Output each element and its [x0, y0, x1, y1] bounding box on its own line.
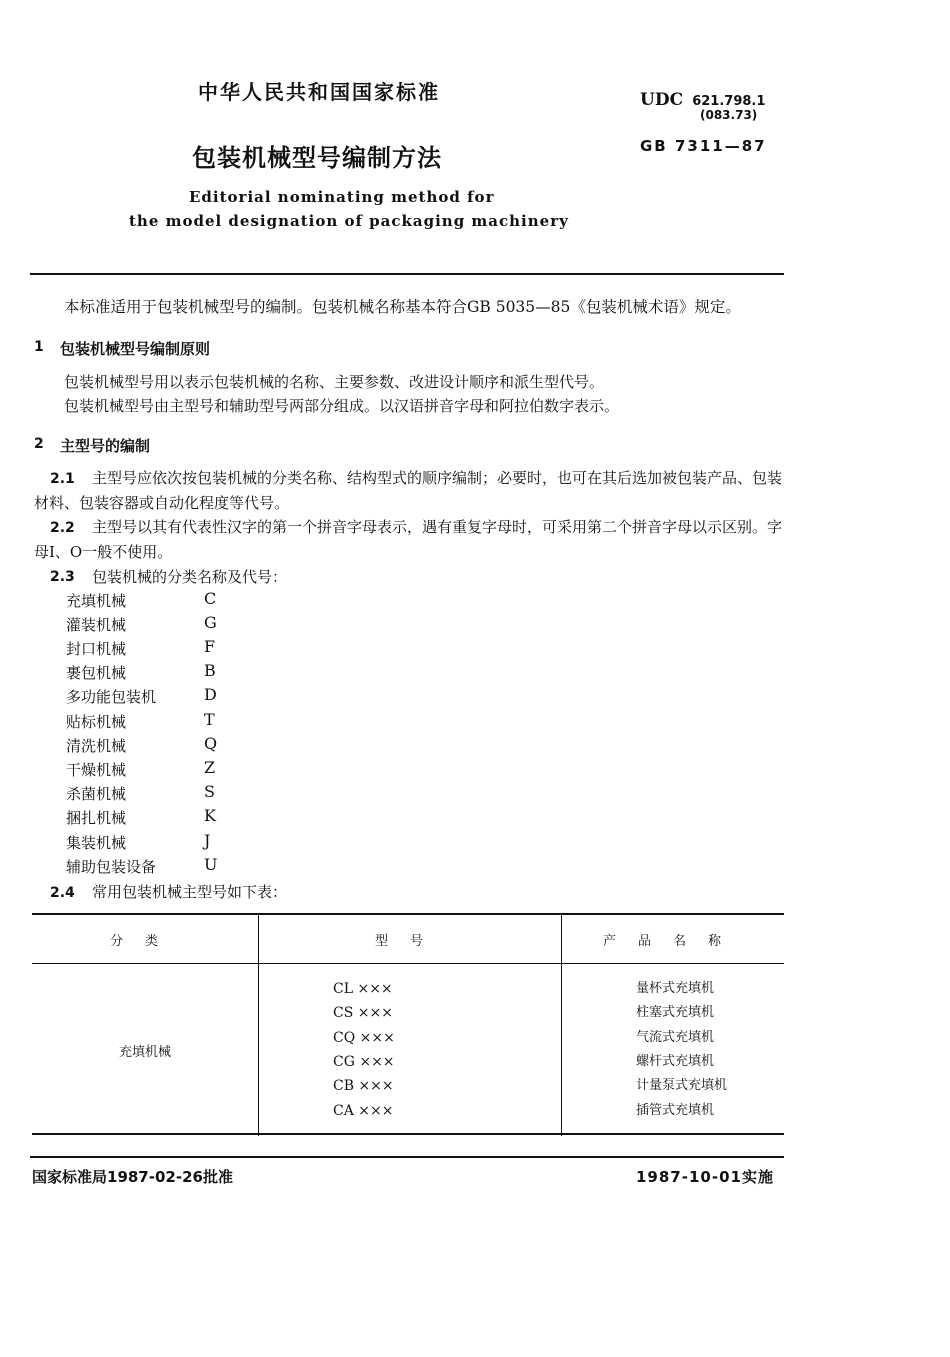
- product-name: 插管式充填机: [636, 1102, 715, 1118]
- implementation-date: 1987-10-01实施: [636, 1168, 774, 1186]
- category-code: D: [204, 685, 217, 704]
- table-header-row: [32, 915, 784, 964]
- category-code: U: [204, 855, 218, 874]
- section1-para1: 包装机械型号用以表示包装机械的名称、主要参数、改进设计顺序和派生型代号。: [64, 373, 605, 391]
- document-title-en-line1: Editorial nominating method for: [189, 188, 495, 206]
- model-code: CQ ×××: [333, 1029, 395, 1046]
- category-code: C: [204, 589, 217, 608]
- header-rule: [30, 273, 784, 275]
- approval-date: 国家标准局1987-02-26批准: [32, 1168, 233, 1186]
- product-cell: [562, 964, 785, 1137]
- model-cell: [259, 964, 562, 1137]
- model-code: CS ×××: [333, 1005, 393, 1022]
- category-name: 清洗机械: [66, 737, 127, 755]
- s21-text: 主型号应依次按包装机械的分类名称、结构型式的顺序编制；必要时，也可在其后选加被包装产品、包装材料、包装容器或自动化程度等代号。: [34, 469, 783, 512]
- product-name: 计量泵式充填机: [636, 1078, 728, 1094]
- category-code: T: [204, 710, 215, 729]
- category-code: S: [204, 782, 215, 801]
- gb-code: GB 7311—87: [640, 137, 767, 155]
- s24-number: 2.4: [50, 885, 75, 901]
- category-name: 贴标机械: [66, 713, 127, 731]
- s23-number: 2.3: [50, 569, 75, 585]
- group-cell: 充填机械: [32, 964, 259, 1137]
- category-name: 封口机械: [66, 640, 127, 658]
- category-name: 裹包机械: [66, 664, 127, 682]
- udc-code: 621.798.1: [692, 94, 766, 109]
- header-product-name: 产品名称: [562, 915, 785, 964]
- product-name: 气流式充填机: [636, 1029, 715, 1045]
- category-name: 干燥机械: [66, 761, 127, 779]
- model-code: CG ×××: [333, 1054, 395, 1070]
- category-name: 杀菌机械: [66, 785, 127, 803]
- udc-block: [640, 90, 765, 110]
- model-code: CL ×××: [333, 981, 393, 998]
- category-name: 捆扎机械: [66, 809, 127, 827]
- header-category: 分类: [32, 915, 259, 964]
- section2-heading: 主型号的编制: [60, 437, 151, 455]
- intro-paragraph: 本标准适用于包装机械型号的编制。包装机械名称基本符合GB 5035—85《包装机械术语》规定。: [64, 298, 741, 316]
- section1-number: 1: [34, 339, 44, 355]
- category-code: G: [204, 613, 217, 632]
- category-code: Z: [204, 758, 216, 777]
- table-bottom-rule: [32, 1133, 784, 1135]
- national-standard-title: 中华人民共和国国家标准: [198, 80, 440, 104]
- s21-number: 2.1: [50, 471, 75, 487]
- category-name: 辅助包装设备: [66, 858, 157, 876]
- document-title-en-line2: the model designation of packaging machinery: [129, 212, 569, 230]
- section1-heading: 包装机械型号编制原则: [60, 340, 211, 358]
- category-code: B: [204, 661, 216, 680]
- category-name: 灌装机械: [66, 616, 127, 634]
- product-name: 量杯式充填机: [636, 981, 715, 997]
- category-name: 集装机械: [66, 834, 127, 852]
- udc-sub: (083.73): [700, 108, 758, 122]
- product-name: 螺杆式充填机: [636, 1054, 715, 1069]
- section1-para2: 包装机械型号由主型号和辅助型号两部分组成。以汉语拼音字母和阿拉伯数字表示。: [64, 397, 620, 415]
- s24-text: 常用包装机械主型号如下表：: [92, 883, 288, 901]
- category-code: K: [204, 806, 216, 825]
- model-code: CB ×××: [333, 1078, 394, 1095]
- category-code: F: [204, 637, 216, 656]
- model-table: [32, 915, 784, 1136]
- category-name: 充填机械: [66, 592, 127, 610]
- s22-number: 2.2: [50, 520, 75, 536]
- udc-label: UDC: [640, 90, 684, 110]
- section2-number: 2: [34, 436, 44, 452]
- header-model: 型号: [259, 915, 562, 964]
- category-code: Q: [204, 734, 218, 753]
- category-name: 多功能包装机: [66, 688, 157, 706]
- s22-text: 主型号以其有代表性汉字的第一个拼音字母表示，遇有重复字母时，可采用第二个拼音字母以示区别。字母I、O一般不使用。: [34, 518, 783, 561]
- s23-text: 包装机械的分类名称及代号：: [92, 568, 288, 586]
- table-row: [32, 964, 784, 1137]
- footer-rule: [30, 1156, 784, 1158]
- model-code: CA ×××: [333, 1102, 394, 1119]
- product-name: 柱塞式充填机: [636, 1005, 715, 1021]
- document-title-cn: 包装机械型号编制方法: [192, 144, 442, 172]
- category-code: J: [204, 831, 211, 850]
